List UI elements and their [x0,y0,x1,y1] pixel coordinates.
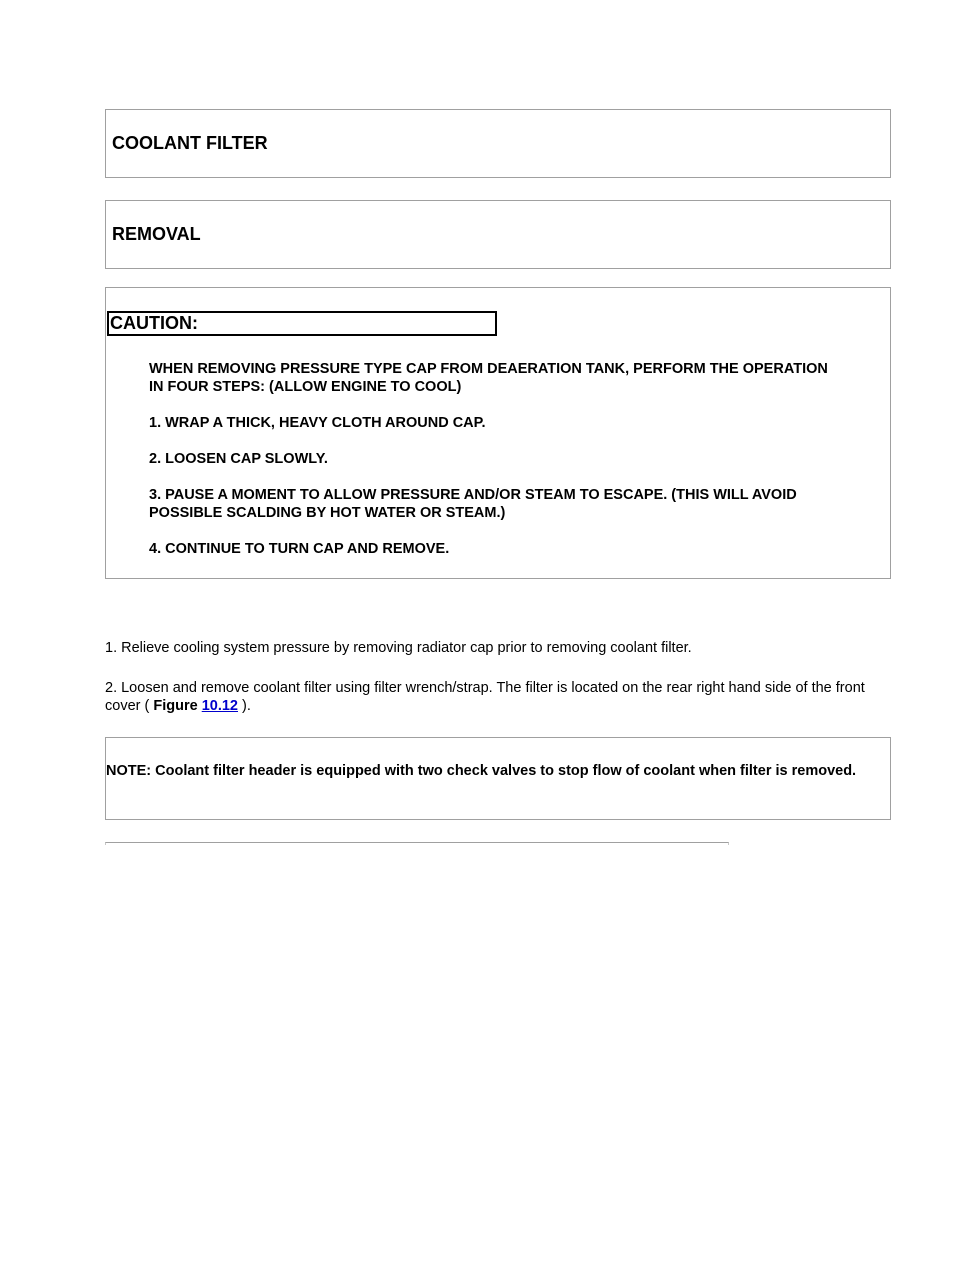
caution-step-1: 1. WRAP A THICK, HEAVY CLOTH AROUND CAP. [149,415,486,431]
title-section [105,109,891,178]
removal-heading: REMOVAL [112,224,201,244]
figure-frame-top [105,842,729,845]
note-text: NOTE: Coolant filter header is equipped with two check valves to stop flow of coolant when filter is removed. [106,763,857,779]
figure-link[interactable]: 10.12 [201,698,238,714]
caution-section [105,287,891,579]
caution-step-3: 3. PAUSE A MOMENT TO ALLOW PRESSURE AND/OR STEAM TO ESCAPE. (THIS WILL AVOID POSSIBLE SCALDING BY HOT WATER OR STEAM.) [149,487,797,521]
step-2-end: ). [242,698,251,714]
caution-label: CAUTION: [107,311,497,336]
removal-section [105,200,891,269]
removal-step-1: 1. Relieve cooling system pressure by removing radiator cap prior to removing coolant filter. [105,640,692,656]
step-2-text: 2. Loosen and remove coolant filter using filter wrench/strap. The filter is located on the rear right hand side of the front cover ( [105,680,865,714]
caution-intro: WHEN REMOVING PRESSURE TYPE CAP FROM DEAERATION TANK, PERFORM THE OPERATION IN FOUR STEPS: (ALLOW ENGINE TO COOL) [149,361,828,395]
note-section [105,737,891,820]
caution-step-4: 4. CONTINUE TO TURN CAP AND REMOVE. [149,541,450,557]
page-title: COOLANT FILTER [112,133,268,153]
caution-body [149,360,839,576]
removal-step-2 [105,679,891,715]
caution-step-2: 2. LOOSEN CAP SLOWLY. [149,451,328,467]
figure-word: Figure [153,698,198,714]
